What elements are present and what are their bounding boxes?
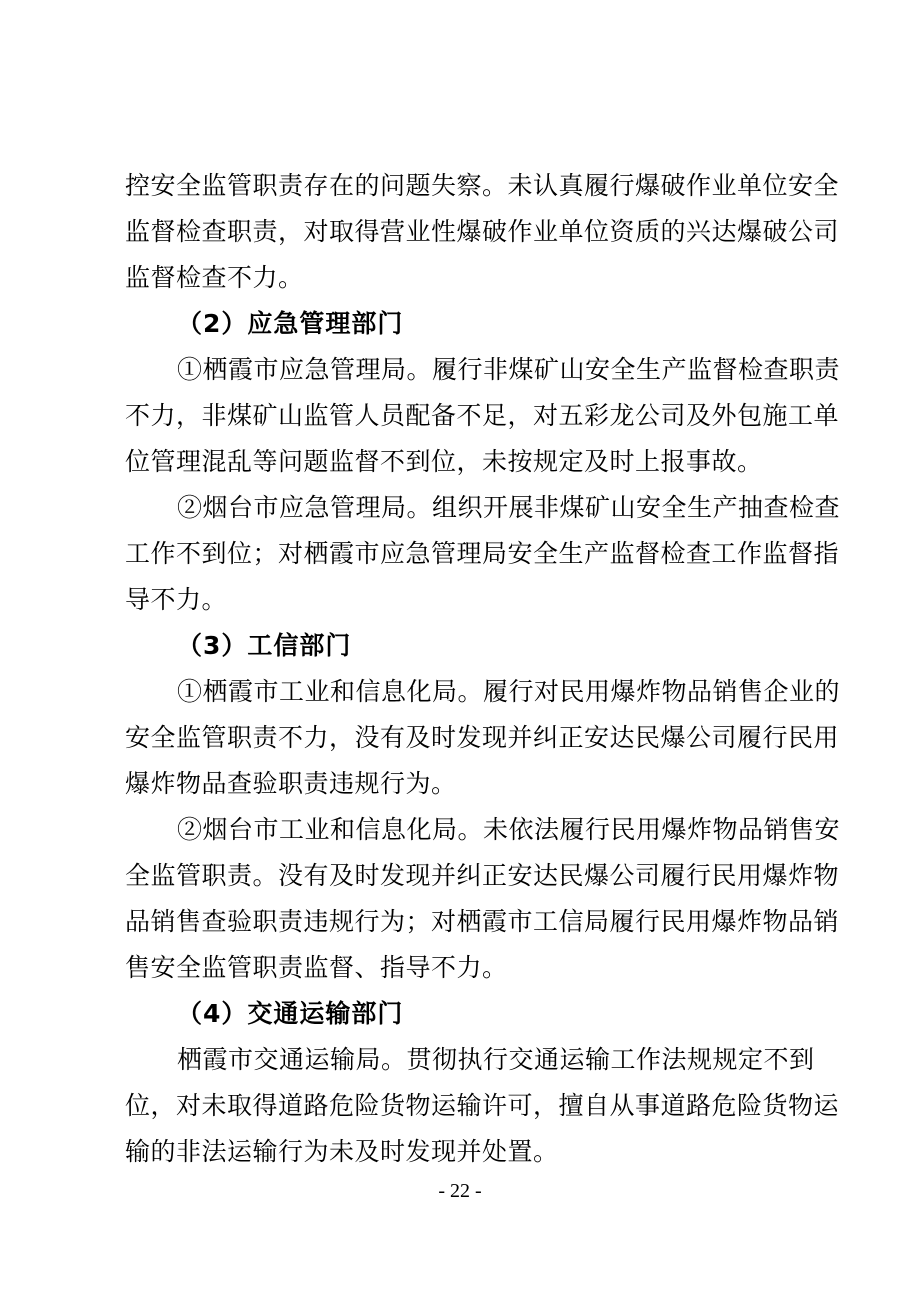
paragraph-line: 控安全监管职责存在的问题失察。未认真履行爆破作业单位安全 [125, 171, 840, 200]
paragraph-line: 位，对未取得道路危险货物运输许可，擅自从事道路危险货物运 [125, 1091, 840, 1120]
paragraph-line: ①栖霞市应急管理局。履行非煤矿山安全生产监督检查职责 [177, 355, 841, 384]
paragraph-line: 品销售查验职责违规行为；对栖霞市工信局履行民用爆炸物品销 [125, 907, 840, 936]
paragraph-line: ①栖霞市工业和信息化局。履行对民用爆炸物品销售企业的 [177, 677, 841, 706]
paragraph-line: 爆炸物品查验职责违规行为。 [125, 769, 457, 798]
paragraph-line: 导不力。 [125, 585, 228, 614]
section-heading-transport: （4）交通运输部门 [177, 999, 404, 1028]
page-number: - 22 - [438, 1180, 482, 1202]
paragraph-line: 全监管职责。没有及时发现并纠正安达民爆公司履行民用爆炸物 [125, 861, 840, 890]
section-heading-emergency: （2）应急管理部门 [177, 309, 404, 338]
section-heading-industry: （3）工信部门 [177, 631, 352, 660]
paragraph-line: 安全监管职责不力，没有及时发现并纠正安达民爆公司履行民用 [125, 723, 840, 752]
paragraph-line: 位管理混乱等问题监督不到位，未按规定及时上报事故。 [125, 447, 763, 476]
paragraph-line: 不力，非煤矿山监管人员配备不足，对五彩龙公司及外包施工单 [125, 401, 840, 430]
paragraph-line: 栖霞市交通运输局。贯彻执行交通运输工作法规规定不到 [177, 1045, 815, 1074]
paragraph-line: 输的非法运输行为未及时发现并处置。 [125, 1137, 559, 1166]
paragraph-line: ②烟台市工业和信息化局。未依法履行民用爆炸物品销售安 [177, 815, 841, 844]
paragraph-line: 工作不到位；对栖霞市应急管理局安全生产监督检查工作监督指 [125, 539, 840, 568]
paragraph-line: 售安全监管职责监督、指导不力。 [125, 953, 508, 982]
paragraph-line: 监督检查职责，对取得营业性爆破作业单位资质的兴达爆破公司 [125, 217, 840, 246]
paragraph-line: 监督检查不力。 [125, 263, 304, 292]
paragraph-line: ②烟台市应急管理局。组织开展非煤矿山安全生产抽查检查 [177, 493, 841, 522]
